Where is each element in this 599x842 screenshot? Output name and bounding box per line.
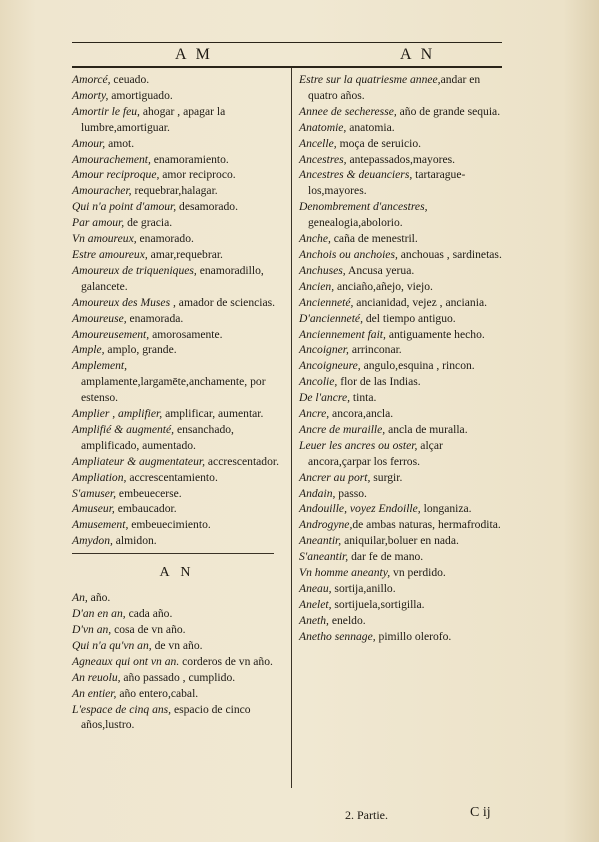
entry-headword: Ancienneté,: [299, 295, 354, 309]
entry-headword: Amydon,: [72, 534, 113, 548]
entry-headword: Ampliateur & augmentateur,: [72, 454, 205, 468]
dictionary-entry: [299, 72, 505, 104]
entry-headword: Amorcé,: [72, 73, 111, 86]
entry-definition: amador de sciencias.: [175, 295, 276, 309]
dictionary-entry: [72, 136, 282, 152]
dictionary-entry: [299, 501, 505, 517]
entry-definition: cada año.: [125, 607, 173, 621]
dictionary-entry: [299, 311, 505, 327]
dictionary-entry: [72, 311, 282, 327]
dictionary-entry: [72, 295, 282, 311]
entry-definition: de gracia.: [124, 216, 173, 230]
entry-headword: Denombrement d'ancestres,: [299, 200, 428, 214]
entry-definition: dar fe de mano.: [348, 550, 424, 564]
entry-headword: Anchois ou anchoies,: [299, 247, 398, 261]
column-divider: [291, 68, 292, 788]
dictionary-entry: [72, 686, 282, 702]
entry-headword: Amourachement,: [72, 152, 151, 166]
entry-definition: angulo,esquina , rincon.: [360, 359, 475, 373]
entry-headword: Aneth,: [299, 613, 329, 627]
header-rule: [72, 66, 502, 68]
entry-definition: passo.: [335, 486, 367, 500]
dictionary-entry: [72, 606, 282, 622]
entry-headword: Amplifié & augmenté,: [72, 422, 175, 436]
entry-definition: amar,requebrar.: [147, 247, 223, 261]
entry-definition: andar en quatro años.: [308, 73, 481, 102]
dictionary-entry: [299, 152, 505, 168]
entry-headword: Vn homme aneanty,: [299, 566, 391, 580]
entry-headword: Anatomie,: [299, 120, 347, 134]
entry-definition: amorosamente.: [149, 327, 223, 341]
entry-definition: ancla de muralla.: [385, 422, 468, 436]
dictionary-entry: [299, 533, 505, 549]
dictionary-entry: [299, 358, 505, 374]
entry-headword: Anelet,: [299, 597, 332, 611]
section-heading: A N: [159, 565, 195, 581]
footer-part: 2. Partie.: [345, 808, 388, 822]
dictionary-entry: [72, 152, 282, 168]
entry-definition: embeuecimiento.: [128, 518, 211, 532]
entry-definition: ancora,ancla.: [329, 407, 394, 421]
dictionary-entry: [299, 390, 505, 406]
entry-definition: ceuado.: [110, 73, 150, 86]
entry-headword: Annee de secheresse,: [299, 104, 397, 118]
entry-headword: Andain,: [299, 486, 336, 500]
dictionary-entry: [299, 279, 505, 295]
entry-definition: desamorado.: [176, 200, 238, 214]
entry-headword: Amoureuse,: [72, 311, 127, 325]
dictionary-entry: [72, 622, 282, 638]
entry-definition: aniquilar,boluer en nada.: [341, 534, 459, 548]
entry-headword: D'vn an,: [72, 623, 112, 636]
entry-headword: Agneaux qui ont vn an.: [72, 654, 180, 668]
entry-headword: Ancelle,: [299, 136, 337, 150]
entry-definition: sortijuela,sortigilla.: [331, 597, 425, 611]
entry-headword: Ancien,: [299, 279, 335, 293]
entry-definition: moça de seruicio.: [336, 136, 422, 150]
entry-headword: Amortir le feu,: [72, 104, 140, 118]
entry-headword: De l'ancre,: [299, 391, 350, 405]
entry-definition: año de grande sequia.: [396, 104, 501, 118]
dictionary-entry: [72, 342, 282, 358]
dictionary-entry: [72, 517, 282, 533]
entry-definition: ancianidad, vejez , anciania.: [353, 295, 487, 309]
dictionary-entry: [299, 327, 505, 343]
dictionary-entry: [72, 167, 282, 183]
dictionary-entry: [299, 438, 505, 470]
entry-definition: caña de menestril.: [330, 232, 418, 246]
entry-definition: amortiguado.: [108, 88, 173, 102]
entry-definition: alçar ancora,çarpar los ferros.: [308, 438, 443, 468]
entry-definition: amplificar, aumentar.: [162, 407, 264, 421]
dictionary-entry: [299, 565, 505, 581]
entry-headword: Ancestres,: [299, 152, 347, 166]
entry-headword: Ancre de muraille,: [299, 422, 386, 436]
entry-definition: enamorado.: [136, 232, 194, 246]
entry-headword: Amusement,: [72, 518, 129, 532]
entry-definition: flor de las Indias.: [337, 375, 421, 389]
entry-definition: surgir.: [370, 470, 403, 484]
entry-definition: ensanchado, amplificado, aumentado.: [81, 422, 234, 452]
entry-headword: Ampliation,: [72, 470, 127, 484]
entry-headword: An,: [72, 591, 88, 605]
entry-headword: Estre amoureux,: [72, 247, 148, 261]
entry-definition: año.: [87, 591, 111, 605]
dictionary-entry: [72, 638, 282, 654]
entry-headword: D'an en an,: [72, 607, 126, 621]
entry-definition: año passado , cumplido.: [120, 670, 236, 684]
entry-headword: Ancolie,: [299, 375, 338, 389]
entry-headword: Amuseur,: [72, 502, 115, 516]
entry-definition: anchouas , sardinetas.: [397, 247, 502, 261]
dictionary-entry: [299, 629, 505, 645]
dictionary-entry: [299, 517, 505, 533]
entry-headword: Qui n'a point d'amour,: [72, 200, 177, 214]
entry-headword: Amoureusement,: [72, 327, 150, 341]
running-head-left: A M: [175, 46, 213, 63]
entry-headword: Par amour,: [72, 216, 125, 230]
dictionary-entry: [299, 613, 505, 629]
entry-definition: amot.: [105, 136, 135, 150]
entry-headword: Ancre,: [299, 407, 330, 421]
dictionary-entry: [299, 263, 505, 279]
entry-definition: tinta.: [349, 391, 377, 405]
entry-headword: Anciennement fait,: [299, 327, 386, 341]
entry-definition: antiguamente hecho.: [385, 327, 485, 341]
dictionary-entry: [72, 654, 282, 670]
running-head-right: A N: [400, 46, 436, 63]
dictionary-entry: [299, 199, 505, 231]
top-rule: [72, 42, 502, 43]
entry-definition: ahogar , apagar la lumbre,amortiguar.: [81, 104, 226, 134]
entry-headword: An reuolu,: [72, 670, 121, 684]
entry-definition: eneldo.: [328, 613, 366, 627]
entry-headword: Anchuses,: [299, 263, 346, 277]
dictionary-entry: [72, 501, 282, 517]
entry-headword: Qui n'a qu'vn an,: [72, 638, 152, 652]
entry-definition: enamoramiento.: [150, 152, 229, 166]
entry-headword: Ancoigneure,: [299, 359, 361, 373]
dictionary-entry: [72, 231, 282, 247]
dictionary-entry: [299, 342, 505, 358]
dictionary-entry: [299, 136, 505, 152]
left-column: [72, 72, 282, 733]
entry-definition: accrescentamiento.: [126, 470, 218, 484]
dictionary-entry: [299, 295, 505, 311]
dictionary-entry: [299, 470, 505, 486]
dictionary-entry: [72, 454, 282, 470]
dictionary-entry: [299, 374, 505, 390]
entry-definition: arrinconar.: [348, 343, 402, 357]
entry-definition: embaucador.: [114, 502, 177, 516]
entry-definition: vn perdido.: [390, 566, 446, 580]
entry-definition: cosa de vn año.: [111, 623, 186, 636]
entry-definition: longaniza.: [420, 502, 472, 516]
entry-definition: pimillo olerofo.: [375, 629, 452, 643]
section-rule: [72, 553, 274, 554]
entry-headword: Amplement,: [72, 359, 128, 373]
dictionary-entry: [72, 104, 282, 136]
entry-definition: almidon.: [112, 534, 157, 548]
dictionary-entry: [72, 183, 282, 199]
dictionary-entry: [299, 120, 505, 136]
entry-definition: anatomia.: [346, 120, 395, 134]
entry-definition: anciaño,añejo, viejo.: [334, 279, 433, 293]
dictionary-entry: [299, 486, 505, 502]
dictionary-entry: [72, 72, 282, 88]
entry-headword: Ancestres & deuanciers,: [299, 168, 413, 182]
entry-headword: S'amuser,: [72, 486, 117, 500]
entry-definition: corderos de vn año.: [179, 654, 273, 668]
entry-definition: del tiempo antiguo.: [362, 311, 456, 325]
entry-headword: Amorty,: [72, 88, 109, 102]
dictionary-entry: [299, 581, 505, 597]
dictionary-entry: [72, 247, 282, 263]
entry-definition: amplamente,largamēte,anchamente, por estenso.: [81, 375, 266, 405]
dictionary-entry: [299, 231, 505, 247]
dictionary-entry: [72, 327, 282, 343]
entry-headword: Amour reciproque,: [72, 168, 160, 182]
entry-headword: An entier,: [72, 686, 117, 700]
entry-headword: Amouracher,: [72, 184, 132, 198]
dictionary-entry: [72, 88, 282, 104]
entry-definition: de ambas naturas, hermafrodita.: [352, 518, 501, 532]
dictionary-entry: [72, 215, 282, 231]
entry-headword: Anetho sennage,: [299, 629, 376, 643]
entry-definition: antepassados,mayores.: [346, 152, 456, 166]
dictionary-entry: [299, 406, 505, 422]
dictionary-entry: [72, 590, 282, 606]
entry-definition: amplo, grande.: [104, 343, 177, 357]
dictionary-entry: [299, 104, 505, 120]
entry-definition: de vn año.: [151, 638, 203, 652]
entry-headword: L'espace de cinq ans,: [72, 702, 172, 716]
entry-headword: Vn amoureux,: [72, 232, 137, 246]
entry-definition: año entero,cabal.: [116, 686, 199, 700]
entry-headword: Anche,: [299, 232, 331, 246]
entry-headword: Andouille, voyez Endoille,: [299, 502, 421, 516]
entry-headword: Amour,: [72, 136, 106, 150]
entry-definition: amor reciproco.: [159, 168, 236, 182]
dictionary-entry: [72, 470, 282, 486]
entry-definition: requebrar,halagar.: [131, 184, 218, 198]
dictionary-entry: [72, 422, 282, 454]
dictionary-entry: [72, 486, 282, 502]
dictionary-entry: [299, 597, 505, 613]
dictionary-entry: [299, 247, 505, 263]
signature-mark: C ij: [470, 805, 491, 820]
entry-definition: tartarague-los,mayores.: [308, 168, 466, 198]
dictionary-entry: [72, 670, 282, 686]
entry-definition: sortija,anillo.: [331, 582, 396, 595]
entry-headword: Estre sur la quatriesme annee,: [299, 73, 441, 86]
entry-headword: Androgyne,: [299, 518, 353, 532]
entry-headword: Aneantir,: [299, 534, 342, 548]
entry-definition: espacio de cinco años,lustro.: [81, 702, 251, 732]
entry-definition: Ancusa yerua.: [345, 263, 415, 277]
entry-definition: enamoradillo, galancete.: [81, 263, 264, 293]
entry-headword: Amoureux des Muses ,: [72, 295, 176, 309]
dictionary-entry: [72, 702, 282, 734]
entry-headword: Leuer les ancres ou oster,: [299, 438, 418, 452]
entry-headword: D'ancienneté,: [299, 311, 363, 325]
dictionary-entry: [72, 358, 282, 406]
dictionary-entry: [72, 263, 282, 295]
entry-definition: embeuecerse.: [116, 486, 182, 500]
entry-definition: genealogia,abolorio.: [308, 216, 403, 230]
entry-headword: Amplier , amplifier,: [72, 407, 163, 421]
entry-headword: Amoureux de triqueniques,: [72, 263, 197, 277]
dictionary-entry: [299, 167, 505, 199]
entry-definition: accrescentador.: [205, 454, 280, 468]
entry-headword: Aneau,: [299, 582, 332, 595]
dictionary-entry: [72, 533, 282, 549]
entry-headword: Ancrer au port,: [299, 470, 371, 484]
right-column: [299, 72, 505, 645]
dictionary-entry: [72, 199, 282, 215]
dictionary-entry: [299, 422, 505, 438]
entry-definition: enamorada.: [126, 311, 184, 325]
entry-headword: S'aneantir,: [299, 550, 349, 564]
dictionary-entry: [72, 406, 282, 422]
dictionary-entry: [299, 549, 505, 565]
entry-headword: Ample,: [72, 343, 105, 357]
entry-headword: Ancoigner,: [299, 343, 349, 357]
